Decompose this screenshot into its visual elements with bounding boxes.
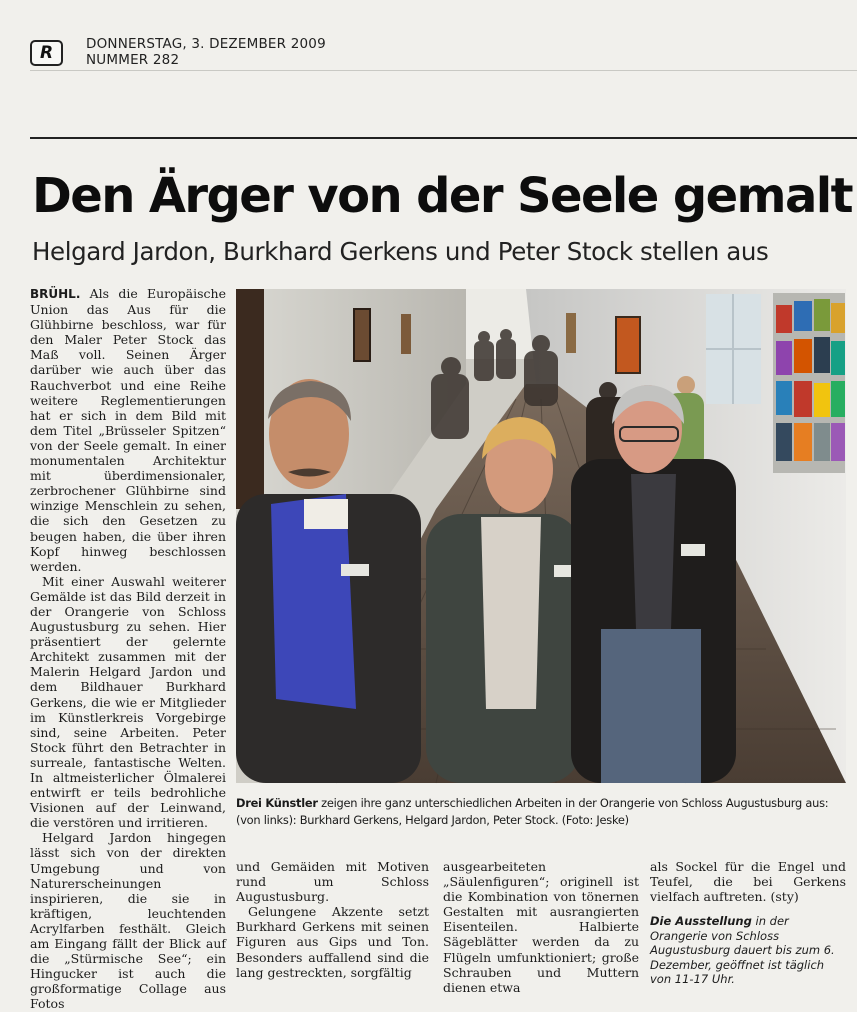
info-title: Die Ausstellung	[650, 914, 752, 929]
photo-caption	[236, 795, 846, 829]
caption-line-2: (von links): Burkhard Gerkens, Helgard Jardon, Peter Stock. (Foto: Jeske)	[236, 813, 629, 827]
issue-date: DONNERSTAG, 3. DEZEMBER 2009	[86, 36, 326, 52]
article-column-1	[30, 286, 226, 1012]
article-column-2	[236, 859, 429, 994]
dateline: BRÜHL.	[30, 287, 81, 301]
article-headline: Den Ärger von der Seele gemalt	[32, 168, 852, 224]
article-subheadline: Helgard Jardon, Burkhard Gerkens und Peter Stock stellen aus	[32, 237, 769, 266]
exhibition-photo	[236, 289, 846, 783]
exhibition-info	[650, 914, 846, 987]
article-column-4	[650, 859, 846, 994]
issue-info	[86, 36, 386, 68]
paragraph: ausgearbeiteten „Säulenfiguren“; originell ist die Kombination von tönernen Gestalten mit ausrangierten Eisenteilen. Halbierte Sägeblätter werden da zu Flügeln umfunktioniert; große Schrauben und Muttern dienen etwa	[443, 859, 639, 995]
paragraph: Gelungene Akzente setzt Burkhard Gerkens mit seinen Figuren aus Gips und Ton. Besonders auffallend sind die lang gestreckten, sorgfältig	[236, 904, 429, 980]
info-text: in der Orangerie von Schloss Augustusburg dauert bis zum 6. Dezember, geöffnet ist täglich von 11-17 Uhr.	[650, 914, 835, 987]
paragraph: als Sockel für die Engel und Teufel, die bei Gerkens vielfach auftreten. (sty)	[650, 859, 846, 905]
paragraph: Helgard Jardon hingegen lässt sich von der direkten Umgebung und von Naturerscheinungen inspirieren, die sie in kräftigen, leuchtenden Acrylfarben festhält. Gleich am Eingang fällt der Blick auf die „Stürmische See“; ein Hingucker ist auch die großformatige Collage aus Fotos	[30, 830, 226, 1012]
newspaper-logo: R	[30, 40, 63, 66]
caption-lead: Drei Künstler	[236, 796, 318, 810]
paragraph: Als die Europäische Union das Aus für die Glühbirne beschloss, war für den Maler Peter Stock das Maß voll. Seinen Ärger darüber wie auch über das Rauchverbot und eine Reihe weitere Reglementierungen hat er sich in dem Bild mit dem Titel „Brüsseler Spitzen“ von der Seele gemalt. In einer monumentalen Architektur mit überdimensionaler, zerbrochener Glühbirne sind winzige Menschlein zu sehen, die sich den Gesetzen zu beugen haben, die über ihren Kopf hinweg beschlossen werden.	[30, 286, 226, 574]
header-divider	[30, 70, 857, 71]
issue-number: NUMMER 282	[86, 52, 180, 68]
caption-text: zeigen ihre ganz unterschiedlichen Arbeiten in der Orangerie von Schloss Augustusburg aus:	[321, 796, 829, 810]
article-column-3	[443, 859, 639, 994]
section-rule	[30, 137, 857, 139]
paragraph: und Gemäiden mit Motiven rund um Schloss Augustusburg.	[236, 859, 429, 905]
paragraph: Mit einer Auswahl weiterer Gemälde ist das Bild derzeit in der Orangerie von Schloss Augustusburg zu sehen. Hier präsentiert der gelernte Architekt zusammen mit der Malerin Helgard Jardon und dem Bildhauer Burkhard Gerkens, die wie er Mitglieder im Künstlerkreis Vorgebirge sind, seine Arbeiten. Peter Stock führt den Betrachter in surreale, fantastische Welten. In altmeisterlicher Ölmalerei entwirft er teils bedrohliche Visionen auf der Leinwand, die verstören und irritieren.	[30, 573, 226, 831]
